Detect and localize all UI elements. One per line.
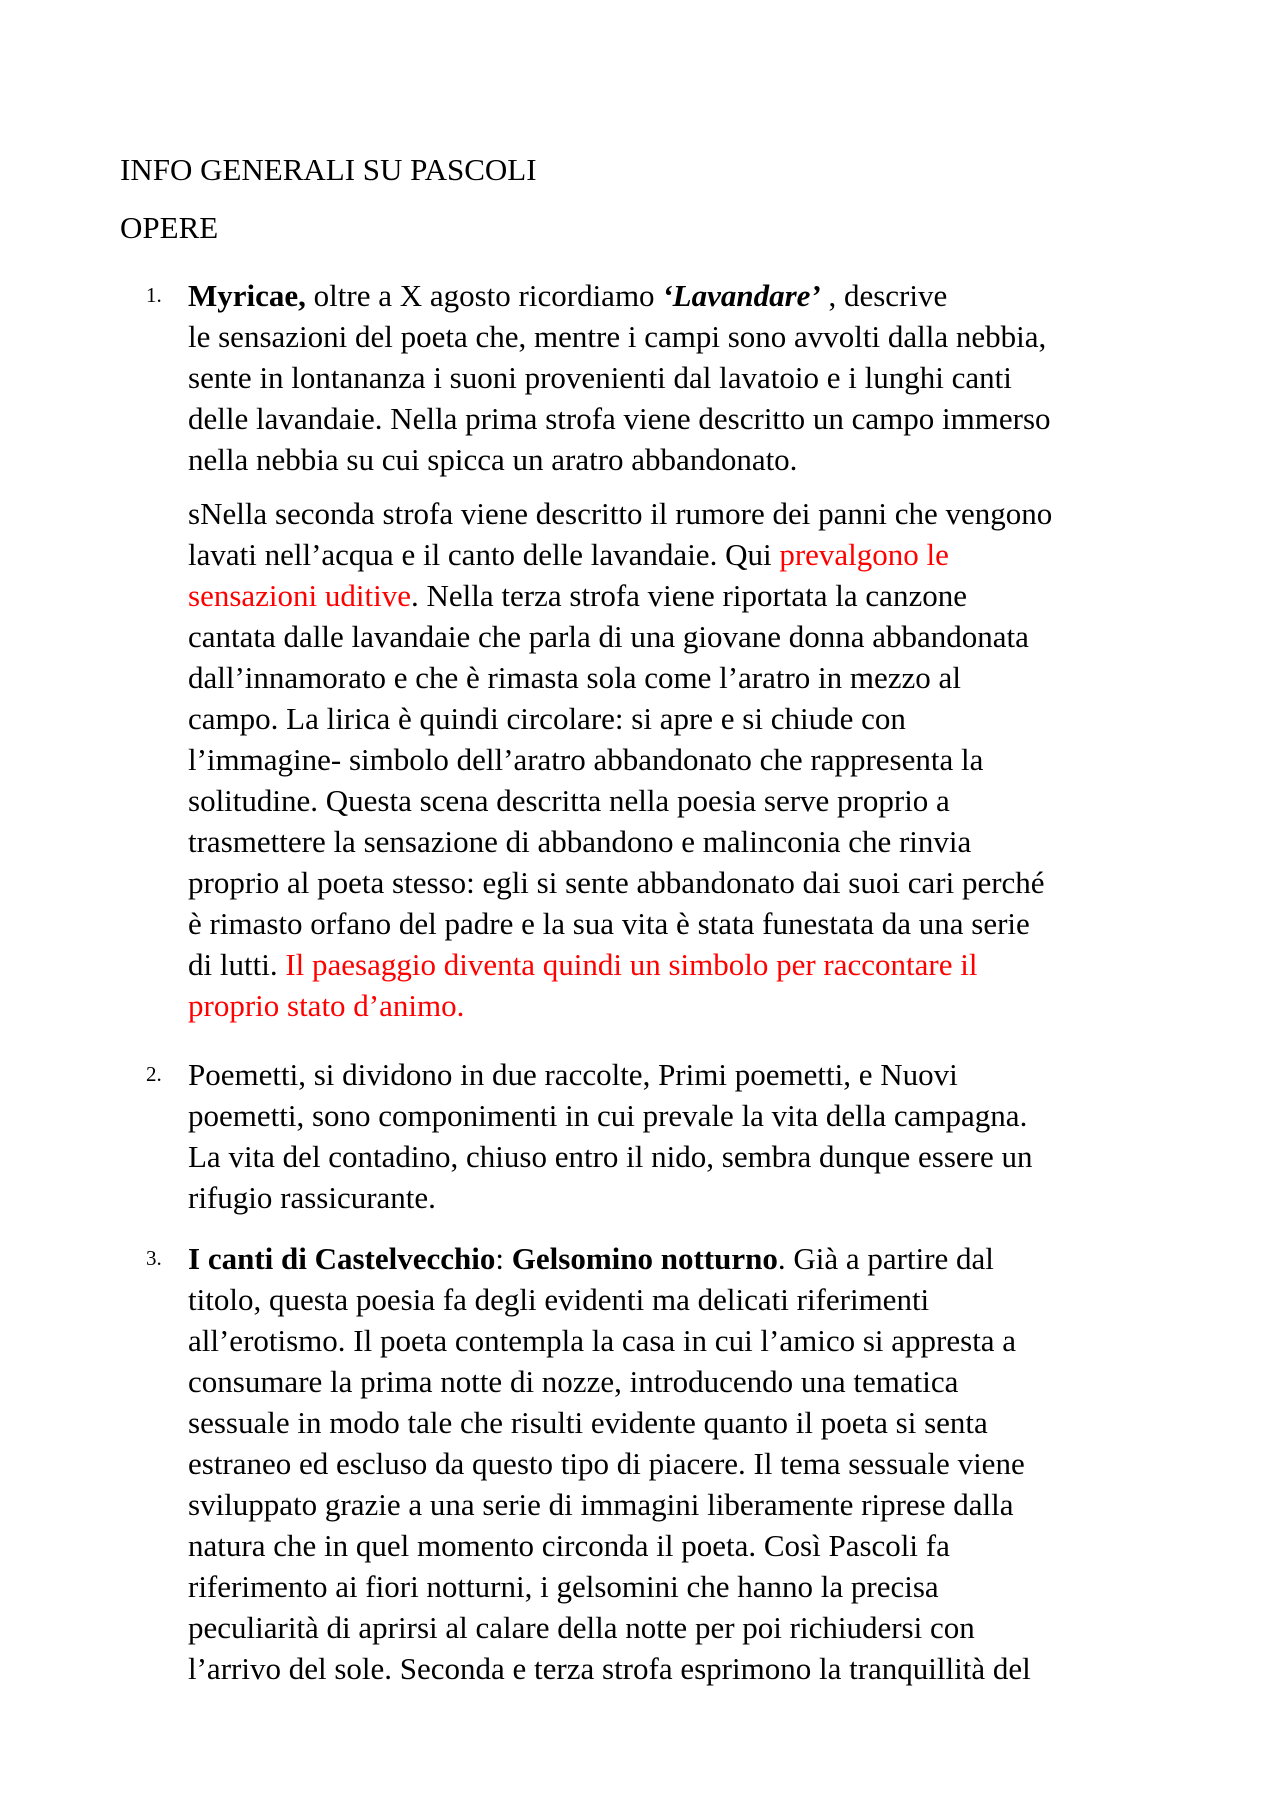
text-line: [188, 534, 1188, 575]
text-span: . Nella terza strofa viene riportata la canzone: [410, 578, 967, 613]
text-line: Poemetti, si dividono in due raccolte, Primi poemetti, e Nuovi: [188, 1057, 958, 1092]
text-line: all’erotismo. Il poeta contempla la casa in cui l’amico si appresta a: [188, 1323, 1017, 1358]
text-line: [188, 944, 1188, 985]
text-line: sessuale in modo tale che risulti evidente quanto il poeta si senta: [188, 1405, 988, 1440]
text-span: . Già a partire dal: [777, 1241, 994, 1276]
list-item-poemetti: [188, 1054, 1188, 1218]
text-line: le sensazioni del poeta che, mentre i campi sono avvolti dalla nebbia,: [188, 319, 1047, 354]
text-line: titolo, questa poesia fa degli evidenti ma delicati riferimenti: [188, 1282, 930, 1317]
text-line: peculiarità di aprirsi al calare della notte per poi richiudersi con: [188, 1610, 975, 1645]
list-number-3: 3.: [146, 1246, 162, 1270]
text-line: sNella seconda strofa viene descritto il rumore dei panni che vengono: [188, 496, 1053, 531]
text-line: campo. La lirica è quindi circolare: si apre e si chiude con: [188, 701, 906, 736]
text-line: trasmettere la sensazione di abbandono e malinconia che rinvia: [188, 824, 972, 859]
text-line: solitudine. Questa scena descritta nella poesia serve proprio a: [188, 783, 950, 818]
highlight-text: Il paesaggio diventa quindi un simbolo per raccontare il: [285, 947, 978, 982]
work-title-canti-castelvecchio: I canti di Castelvecchio: [188, 1241, 496, 1276]
text-line: [188, 1238, 1188, 1279]
document-title: INFO GENERALI SU PASCOLI: [120, 152, 537, 187]
text-line: cantata dalle lavandaie che parla di una giovane donna abbandonata: [188, 619, 1029, 654]
text-line: sviluppato grazie a una serie di immagini liberamente riprese dalla: [188, 1487, 1014, 1522]
text-span: di lutti.: [188, 947, 286, 982]
list-item-myricae-paragraph-2: [188, 493, 1188, 1026]
work-title-myricae: Myricae,: [188, 278, 306, 313]
list-item-myricae: [188, 275, 1188, 480]
list-item-canti-castelvecchio: [188, 1238, 1188, 1689]
text-line: consumare la prima notte di nozze, introducendo una tematica: [188, 1364, 959, 1399]
text-line: è rimasto orfano del padre e la sua vita è stata funestata da una serie: [188, 906, 1030, 941]
poem-title-gelsomino-notturno: Gelsomino notturno: [511, 1241, 778, 1276]
text-line: nella nebbia su cui spicca un aratro abbandonato.: [188, 442, 798, 477]
text-line: [188, 275, 1188, 316]
text-line: proprio al poeta stesso: egli si sente abbandonato dai suoi cari perché: [188, 865, 1045, 900]
text-span: :: [495, 1241, 512, 1276]
text-line: natura che in quel momento circonda il poeta. Così Pascoli fa: [188, 1528, 950, 1563]
poem-title-lavandare: ‘Lavandare’: [662, 278, 821, 313]
list-number-1: 1.: [146, 283, 162, 307]
text-line: La vita del contadino, chiuso entro il nido, sembra dunque essere un: [188, 1139, 1033, 1174]
text-span: lavati nell’acqua e il canto delle lavandaie. Qui: [188, 537, 780, 572]
text-line: rifugio rassicurante.: [188, 1180, 436, 1215]
text-line: estraneo ed escluso da questo tipo di piacere. Il tema sessuale viene: [188, 1446, 1025, 1481]
text-line: [188, 575, 1188, 616]
list-number-2: 2.: [146, 1062, 162, 1086]
highlight-text: proprio stato d’animo.: [188, 988, 465, 1023]
text-span: , descrive: [820, 278, 948, 313]
text-span: oltre a X agosto ricordiamo: [305, 278, 663, 313]
text-line: l’arrivo del sole. Seconda e terza strofa esprimono la tranquillità del: [188, 1651, 1031, 1686]
text-line: l’immagine- simbolo dell’aratro abbandonato che rappresenta la: [188, 742, 984, 777]
text-line: sente in lontananza i suoni provenienti dal lavatoio e i lunghi canti: [188, 360, 1012, 395]
highlight-text: prevalgono le: [779, 537, 949, 572]
text-line: riferimento ai fiori notturni, i gelsomini che hanno la precisa: [188, 1569, 939, 1604]
highlight-text: sensazioni uditive: [188, 578, 411, 613]
section-heading-opere: OPERE: [120, 210, 219, 245]
text-line: delle lavandaie. Nella prima strofa viene descritto un campo immerso: [188, 401, 1051, 436]
text-line: poemetti, sono componimenti in cui prevale la vita della campagna.: [188, 1098, 1028, 1133]
text-line: dall’innamorato e che è rimasta sola come l’aratro in mezzo al: [188, 660, 961, 695]
